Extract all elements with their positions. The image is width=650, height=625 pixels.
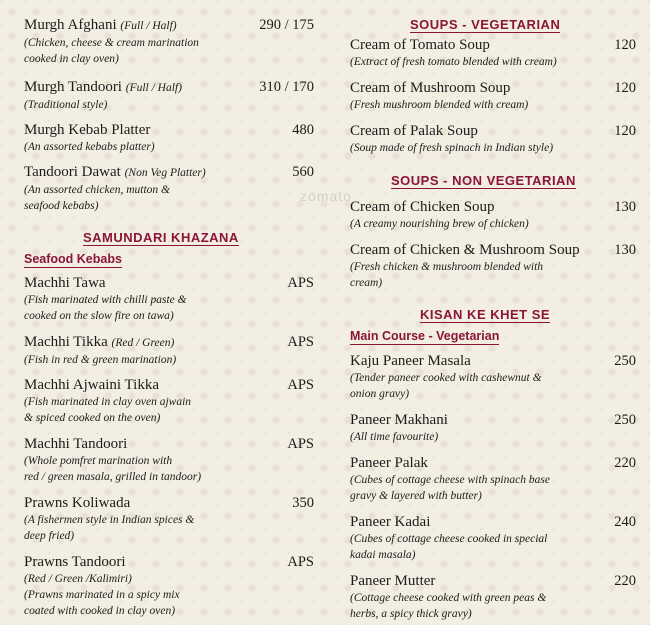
menu-item	[350, 411, 636, 445]
menu-item	[350, 241, 636, 291]
item-price: 560	[292, 164, 314, 180]
item-price: 120	[614, 37, 636, 53]
item-price: 480	[292, 122, 314, 138]
item-price: 290 / 175	[259, 17, 314, 33]
menu-item	[24, 435, 314, 485]
menu-item	[350, 352, 636, 402]
item-price: APS	[287, 554, 314, 570]
menu-item	[24, 494, 314, 544]
item-price: APS	[287, 275, 314, 291]
item-name: Paneer Mutter	[350, 573, 436, 589]
item-name: Murgh Kebab Platter	[24, 122, 151, 138]
item-name: Prawns Tandoori	[24, 554, 126, 570]
menu-item	[350, 36, 636, 70]
item-desc: (Fish in red & green marination)	[24, 354, 177, 366]
item-name: Machhi Tandoori	[24, 436, 128, 452]
item-name: Cream of Mushroom Soup	[350, 80, 511, 96]
item-name: Tandoori Dawat (Non Veg Platter)	[24, 164, 206, 180]
item-price: 130	[614, 199, 636, 215]
item-price: APS	[287, 436, 314, 452]
item-desc: (Extract of fresh tomato blended with cream)	[350, 56, 557, 68]
item-price: 250	[614, 412, 636, 428]
item-name: Cream of Palak Soup	[350, 123, 478, 139]
item-price: 130	[614, 242, 636, 258]
item-name: Cream of Tomato Soup	[350, 37, 490, 53]
item-price: APS	[287, 334, 314, 350]
item-price: 220	[614, 455, 636, 471]
item-desc: (Red / Green /Kalimiri) (Prawns marinated in a spicy mix coated with cooked in clay oven)	[24, 573, 180, 617]
menu-item	[24, 78, 314, 113]
menu-item	[24, 121, 314, 155]
menu-item	[350, 122, 636, 156]
item-price: 220	[614, 573, 636, 589]
menu-item	[24, 274, 314, 324]
item-name: Paneer Palak	[350, 455, 428, 471]
watermark: zomato	[300, 188, 352, 204]
item-desc: (Whole pomfret marination with red / green masala, grilled in tandoor)	[24, 455, 202, 483]
item-price: 250	[614, 353, 636, 369]
item-desc: (Cubes of cottage cheese with spinach base gravy & layered with butter)	[350, 474, 550, 502]
subsection-heading: Seafood Kebabs	[24, 252, 122, 266]
item-desc: (Fresh mushroom blended with cream)	[350, 99, 529, 111]
item-desc: (All time favourite)	[350, 431, 439, 443]
item-price: 310 / 170	[259, 79, 314, 95]
menu-item	[24, 553, 314, 619]
item-name: Cream of Chicken Soup	[350, 199, 495, 215]
item-desc: (Tender paneer cooked with cashewnut & onion gravy)	[350, 372, 542, 400]
section-heading: KISAN KE KHET SE	[420, 307, 551, 322]
menu-item	[350, 513, 636, 563]
item-name: Paneer Kadai	[350, 514, 431, 530]
item-price: 240	[614, 514, 636, 530]
menu-item	[350, 198, 636, 232]
menu-item	[350, 454, 636, 504]
item-desc: (Fresh chicken & mushroom blended with cream)	[350, 261, 544, 289]
item-name: Machhi Ajwaini Tikka	[24, 377, 160, 393]
menu-item	[350, 79, 636, 113]
item-name: Murgh Tandoori (Full / Half)	[24, 79, 182, 95]
section-heading: SAMUNDARI KHAZANA	[83, 230, 239, 245]
section-heading: SOUPS - NON VEGETARIAN	[391, 173, 576, 188]
item-name: Kaju Paneer Masala	[350, 353, 471, 369]
item-price: 120	[614, 123, 636, 139]
section-heading: SOUPS - VEGETARIAN	[410, 17, 561, 32]
item-desc: (Cubes of cottage cheese cooked in special kadai masala)	[350, 533, 548, 561]
menu-item	[350, 572, 636, 622]
item-desc: (Fish marinated with chilli paste & cooked on the slow fire on tawa)	[24, 294, 187, 322]
item-price: 120	[614, 80, 636, 96]
item-name: Machhi Tikka (Red / Green)	[24, 334, 175, 350]
item-price: 350	[292, 495, 314, 511]
item-name: Cream of Chicken & Mushroom Soup	[350, 242, 580, 258]
subsection-heading: Main Course - Vegetarian	[350, 329, 500, 343]
item-desc: (Cottage cheese cooked with green peas & herbs, a spicy thick gravy)	[350, 592, 547, 620]
menu-item	[24, 163, 314, 214]
item-desc: (Traditional style)	[24, 99, 108, 111]
item-desc: (Chicken, cheese & cream marination cooked in clay oven)	[24, 37, 199, 65]
item-desc: (Fish marinated in clay oven ajwain & spiced cooked on the oven)	[24, 396, 192, 424]
item-desc: (A creamy nourishing brew of chicken)	[350, 218, 529, 230]
item-desc: (A fishermen style in Indian spices & deep fried)	[24, 514, 195, 542]
item-price: APS	[287, 377, 314, 393]
item-desc: (An assorted kebabs platter)	[24, 141, 155, 153]
item-name: Paneer Makhani	[350, 412, 448, 428]
item-desc: (Soup made of fresh spinach in Indian style)	[350, 142, 554, 154]
menu-item	[24, 376, 314, 426]
menu-item	[24, 333, 314, 368]
item-name: Prawns Koliwada	[24, 495, 131, 511]
item-name: Machhi Tawa	[24, 275, 106, 291]
item-desc: (An assorted chicken, mutton & seafood kebabs)	[24, 184, 170, 212]
menu-item	[24, 16, 314, 67]
item-name: Murgh Afghani (Full / Half)	[24, 17, 177, 33]
